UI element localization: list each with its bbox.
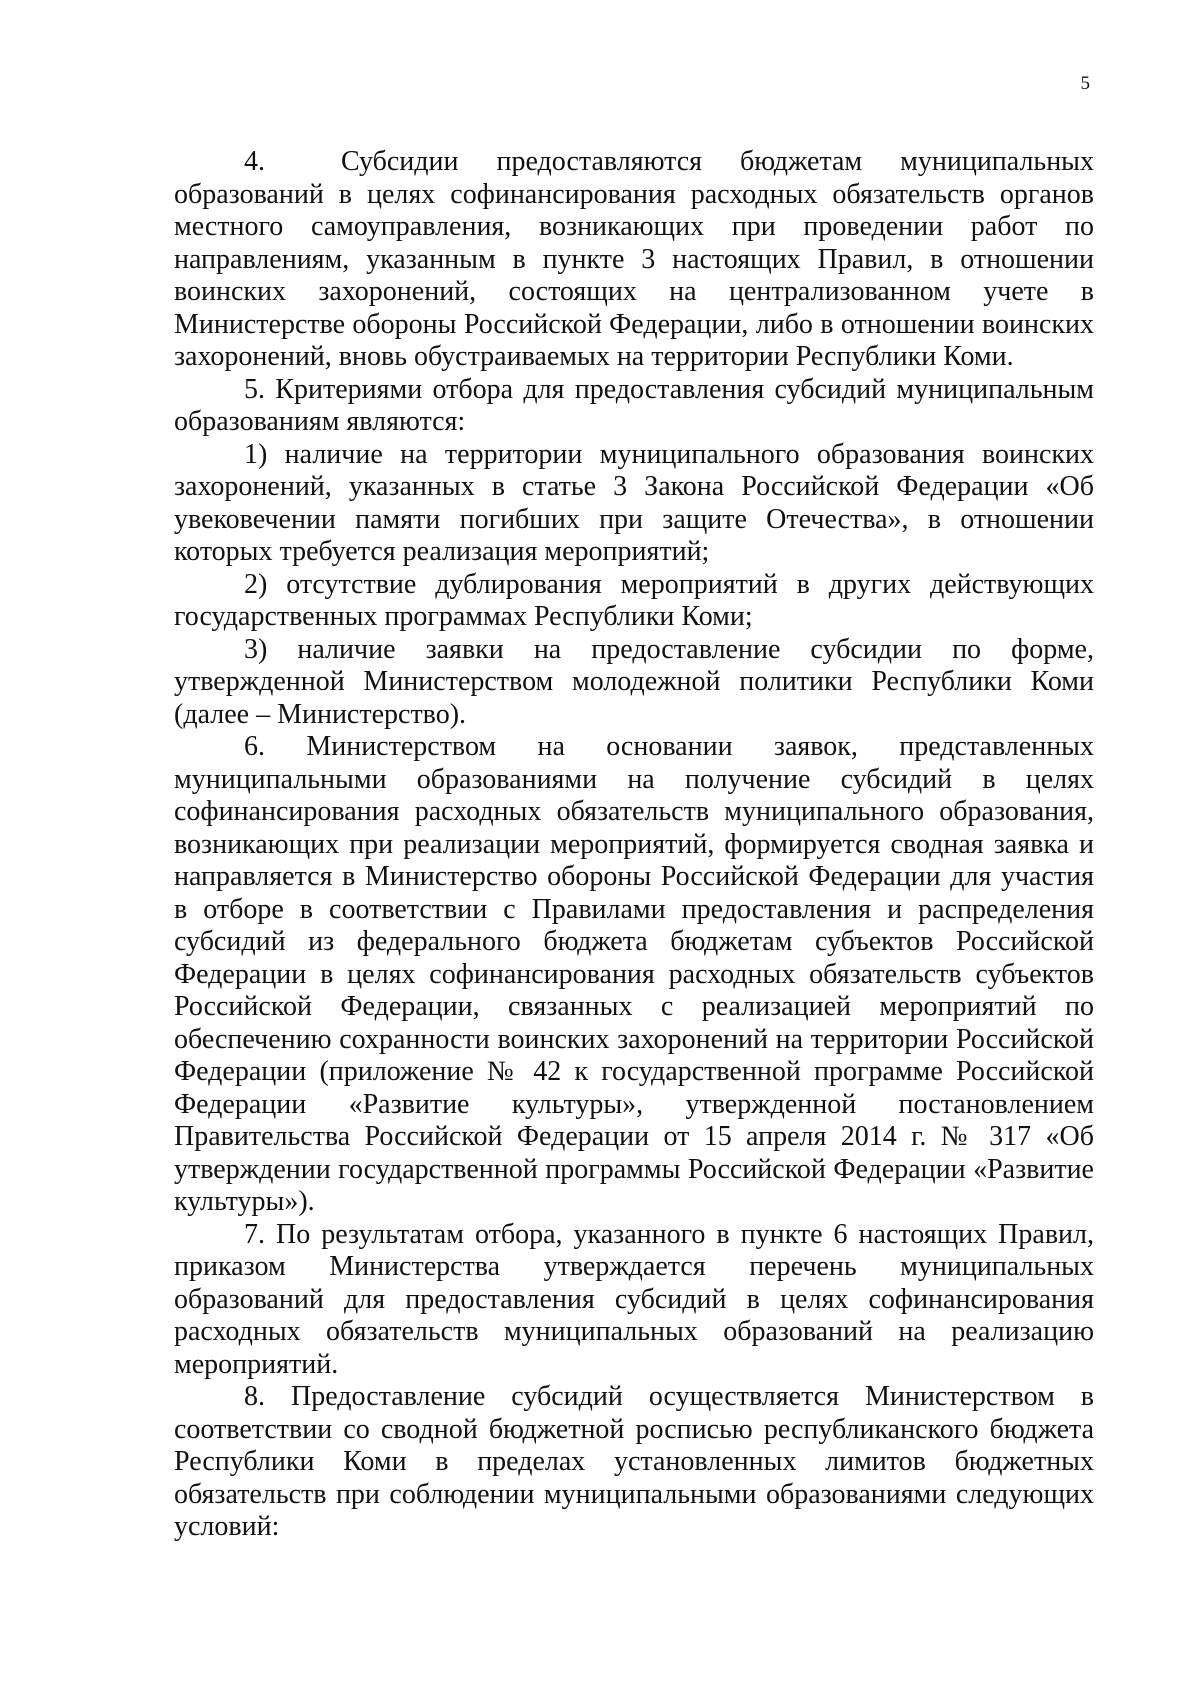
paragraph-8-provision-conditions: 8. Предоставление субсидий осуществляется Министерством в соответствии со сводной бюджетной росписью республиканского бюджета Республики Коми в пределах установленных лимитов бюджетных обязательств при соблюдении муниципальными образованиями следующих условий: [174, 1381, 1094, 1542]
criterion-1: 1) наличие на территории муниципального образования воинских захоронений, указанных в статье 3 Закона Российской Федерации «Об увековечении памяти погибших при защите Отечества», в отношении которых требуется реализация мероприятий; [174, 438, 1094, 567]
page-number: 5 [1080, 73, 1090, 94]
paragraph-4-subsidies: 4. Субсидии предоставляются бюджетам муниципальных образований в целях софинансирования расходных обязательств органов местного самоуправления, возникающих при проведении работ по направлениям, указанным в пункте 3 настоящих Правил, в отношении воинских захоронений, состоящих на централизованном учете в Министерстве обороны Российской Федерации, либо в отношении воинских захоронений, вновь обустраиваемых на территории Республики Коми. [174, 146, 1094, 372]
paragraph-5-selection-criteria: 5. Критериями отбора для предоставления субсидий муниципальным образованиям являются: [174, 373, 1094, 437]
document-body [174, 146, 1094, 1544]
paragraph-7-selection-results: 7. По результатам отбора, указанного в пункте 6 настоящих Правил, приказом Министерства утверждается перечень муниципальных образований для предоставления субсидий в целях софинансирования расходных обязательств муниципальных образований на реализацию мероприятий. [174, 1218, 1094, 1380]
criterion-2: 2) отсутствие дублирования мероприятий в других действующих государственных программах Республики Коми; [174, 568, 1094, 632]
paragraph-6-consolidated-application: 6. Министерством на основании заявок, представленных муниципальными образованиями на получение субсидий в целях софинансирования расходных обязательств муниципального образования, возникающих при реализации мероприятий, формируется сводная заявка и направляется в Министерство обороны Российской Федерации для участия в отборе в соответствии с Правилами предоставления и распределения субсидий из федерального бюджета бюджетам субъектов Российской Федерации в целях софинансирования расходных обязательств субъектов Российской Федерации, связанных с реализацией мероприятий по обеспечению сохранности воинских захоронений на территории Российской Федерации (приложение № 42 к государственной программе Российской Федерации «Развитие культуры», утвержденной постановлением Правительства Российской Федерации от 15 апреля 2014 г. № 317 «Об утверждении государственной программы Российской Федерации «Развитие культуры»). [174, 731, 1094, 1217]
criterion-3: 3) наличие заявки на предоставление субсидии по форме, утвержденной Министерством молодежной политики Республики Коми (далее – Министерство). [174, 633, 1094, 730]
